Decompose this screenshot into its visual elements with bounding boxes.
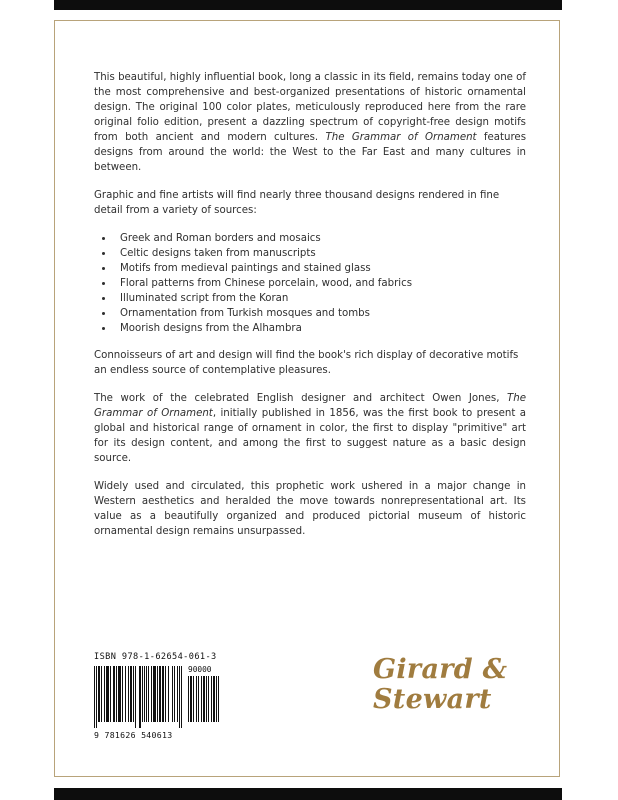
addon-number: 90000 — [188, 665, 212, 674]
barcode-bar — [216, 676, 217, 722]
list-item: Greek and Roman borders and mosaics — [94, 231, 526, 246]
addon-barcode-graphic — [188, 676, 222, 728]
barcode-bar — [177, 666, 178, 722]
paragraph-sources: Graphic and fine artists will find nearly three thousand designs rendered in fine detail from a variety of sources: — [94, 190, 500, 216]
paragraph-intro: This beautiful, highly influential book, long a classic in its field, remains today one of the most comprehensive and best-organized presentations of historic ornamental design. The original 100 color plates, meticulously reproduced here from the rare original folio edition, present a dazzling spectrum of copyright-free design motifs from both ancient and modern cultures. The Grammar of Ornament features designs from around the world: the West to the Far East and many cultures in between. — [94, 72, 527, 173]
sources-list — [94, 231, 526, 336]
barcode-bar — [125, 666, 126, 722]
barcode-bar — [122, 666, 123, 722]
barcode-bar — [144, 666, 145, 722]
barcode-bar — [193, 676, 194, 722]
list-item: Ornamentation from Turkish mosques and tombs — [94, 306, 526, 321]
barcode-bar — [181, 666, 182, 728]
addon-barcode — [188, 666, 222, 728]
book-title: The Grammar of Ornament — [94, 393, 526, 419]
barcode-bar — [198, 676, 199, 722]
publisher-logo-line1: Girard & — [373, 654, 508, 685]
bottom-black-bar — [54, 788, 562, 800]
book-title: The Grammar of Ornament — [325, 132, 477, 143]
paragraph-connoisseurs: Connoisseurs of art and design will find the book's rich display of decorative motifs an endless source of contemplative pleasures. — [94, 350, 519, 376]
barcode-bar — [153, 666, 156, 722]
barcode-bar — [110, 666, 111, 722]
barcode-bar — [151, 666, 152, 722]
top-black-bar — [54, 0, 562, 10]
barcode-bar — [190, 676, 192, 722]
barcode-bar — [106, 666, 109, 722]
list-item: Illuminated script from the Koran — [94, 291, 526, 306]
barcode-bar — [104, 666, 105, 722]
back-cover-description — [94, 70, 526, 552]
isbn-label: ISBN 978-1-62654-061-3 — [94, 652, 217, 662]
barcode-bar — [208, 676, 209, 722]
barcode-bar — [174, 666, 175, 722]
barcode-bar — [162, 666, 164, 722]
barcode-bar — [218, 676, 219, 722]
barcode-bar — [211, 676, 212, 722]
list-item: Floral patterns from Chinese porcelain, wood, and fabrics — [94, 276, 526, 291]
barcode-bar — [188, 676, 189, 722]
barcode-bar — [118, 666, 121, 722]
barcode-bar — [203, 676, 205, 722]
paragraph-legacy: Widely used and circulated, this prophetic work ushered in a major change in Western aesthetics and heralded the move towards nonrepresentational art. Its value as a beautifully organized and produced pictorial museum of historic ornamental design remains unsurpassed. — [94, 481, 526, 537]
barcode-bar — [213, 676, 215, 722]
barcode-bar — [101, 666, 102, 722]
publisher-logo — [373, 655, 513, 715]
barcode-bar — [94, 666, 95, 728]
barcode-bar — [130, 666, 132, 722]
publisher-logo-line2: Stewart — [373, 684, 492, 715]
barcode-bar — [133, 666, 134, 722]
ean-barcode-bars — [94, 666, 182, 728]
barcode-bar — [196, 676, 197, 722]
barcode-bar — [179, 666, 180, 728]
barcode-bar — [206, 676, 207, 722]
ean-number: 9 781626 540613 — [94, 730, 173, 740]
barcode-bar — [159, 666, 161, 722]
barcode-bar — [139, 666, 141, 728]
barcode-bar — [96, 666, 97, 728]
barcode-bar — [157, 666, 158, 722]
barcode-bar — [148, 666, 149, 722]
list-item: Motifs from medieval paintings and stained glass — [94, 261, 526, 276]
isbn-barcode — [94, 652, 264, 740]
ean-barcode-graphic — [94, 666, 182, 728]
barcode-bar — [201, 676, 202, 722]
barcode-bar — [146, 666, 147, 722]
barcode-bar — [172, 666, 173, 722]
barcode-bar — [128, 666, 129, 722]
list-item: Moorish designs from the Alhambra — [94, 321, 526, 336]
paragraph-history: The work of the celebrated English designer and architect Owen Jones, The Grammar of Ornament, initially published in 1856, was the first book to present a global and historical range of ornament in color, the first to display "primitive" art for its design content, and among the first to suggest nature as a basic design source. — [94, 393, 527, 464]
barcode-bar — [135, 666, 136, 728]
list-item: Celtic designs taken from manuscripts — [94, 246, 526, 261]
barcode-bar — [142, 666, 143, 722]
barcode-bar — [168, 666, 169, 722]
barcode-bar — [165, 666, 166, 722]
barcode-bar — [98, 666, 100, 722]
barcode-bar — [116, 666, 117, 722]
barcode-bar — [113, 666, 115, 722]
